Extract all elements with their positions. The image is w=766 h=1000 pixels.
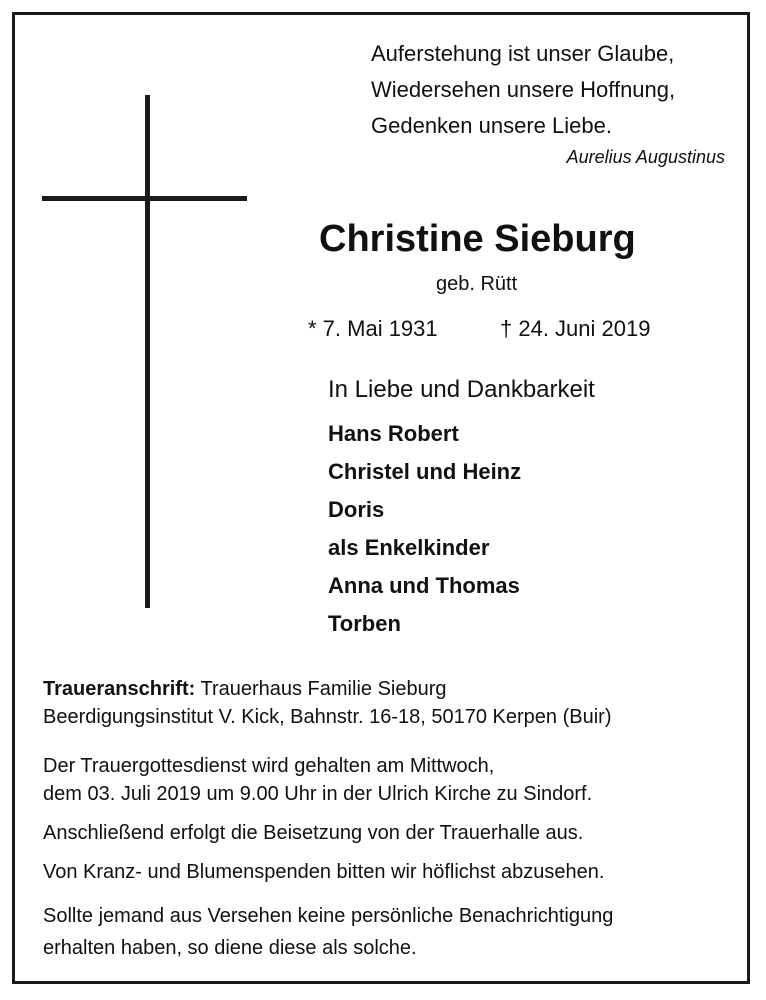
mourner-name: Torben [328, 611, 401, 636]
address-line1: Trauerhaus Familie Sieburg [200, 678, 447, 700]
mourner-name: Christel und Heinz [328, 459, 522, 484]
mourner-name: als Enkelkinder [328, 535, 490, 560]
mourner-name: Doris [328, 497, 385, 522]
burial-text: Anschließend erfolgt die Beisetzung von der Trauerhalle aus. [43, 822, 584, 844]
address-label: Traueranschrift: [43, 678, 196, 700]
mourners-intro: In Liebe und Dankbarkeit [328, 376, 595, 403]
mourner-name: Anna und Thomas [328, 573, 520, 598]
quote-line: Wiedersehen unsere Hoffnung, [371, 77, 676, 102]
mourner-name: Hans Robert [328, 421, 459, 446]
address-block [43, 675, 612, 731]
address-line2: Beerdigungsinstitut V. Kick, Bahnstr. 16-18, 50170 Kerpen (Buir) [43, 706, 612, 728]
notice-block [43, 900, 613, 964]
notice-line2: erhalten haben, so diene diese als solche. [43, 937, 417, 959]
birth-name: geb. Rütt [436, 273, 518, 295]
service-line2: dem 03. Juli 2019 um 9.00 Uhr in der Ulrich Kirche zu Sindorf. [43, 783, 593, 805]
cross-icon-vertical [145, 95, 150, 608]
quote-line: Auferstehung ist unser Glaube, [371, 41, 675, 66]
birth-date: * 7. Mai 1931 [308, 316, 438, 341]
quote-line: Gedenken unsere Liebe. [371, 113, 612, 138]
flowers-text: Von Kranz- und Blumenspenden bitten wir höflichst abzusehen. [43, 861, 605, 883]
notice-line1: Sollte jemand aus Versehen keine persönliche Benachrichtigung [43, 905, 614, 927]
quote-block [371, 36, 675, 144]
service-block [43, 752, 592, 808]
service-line1: Der Trauergottesdienst wird gehalten am Mittwoch, [43, 755, 495, 777]
death-date: † 24. Juni 2019 [500, 316, 651, 341]
cross-icon-horizontal [42, 196, 247, 201]
mourners-list [328, 415, 521, 643]
deceased-name: Christine Sieburg [319, 218, 636, 260]
quote-author: Aurelius Augustinus [566, 147, 725, 167]
